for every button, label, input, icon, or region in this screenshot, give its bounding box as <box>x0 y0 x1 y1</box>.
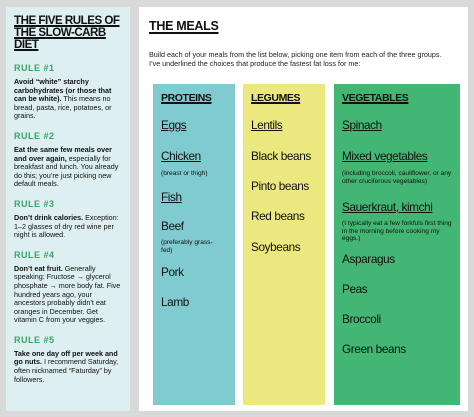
meals-title: THE MEALS <box>149 19 219 33</box>
vegetable-note: (including broccoli, cauliflower, or any other cruciferous vegetables) <box>342 170 452 185</box>
rule-body: I recommend Saturday, often nicknamed “Faturday” by followers. <box>14 357 119 384</box>
rule-text <box>14 78 122 121</box>
vegetable-item: Mixed vegetables <box>342 149 428 163</box>
rule-3 <box>14 199 122 240</box>
rule-heading: RULE #1 <box>14 63 55 73</box>
rule-body: especially for breakfast and lunch. You already do this; you’re just picking new default meals. <box>14 153 119 189</box>
protein-item: Chicken <box>161 149 201 163</box>
rule-5 <box>14 335 122 384</box>
meals-intro: Build each of your meals from the list below, picking one item from each of the three groups. I’ve underlined the choices that produce the fastest fat loss for me: <box>149 50 442 68</box>
legume-item: Red beans <box>251 209 305 223</box>
vegetable-item: Asparagus <box>342 252 395 266</box>
vegetable-item: Green beans <box>342 342 406 356</box>
rule-bold: Eat the same few meals over and over again, <box>14 144 112 163</box>
legume-item: Soybeans <box>251 240 301 254</box>
rule-body: Generally speaking: Fructose → glycerol phosphate → more body fat. Five hundred years ago, your ancestors probably didn’t eat oranges in December. Get vitamin C from your veggies. <box>14 263 121 325</box>
vegetables-heading: VEGETABLES <box>342 92 409 104</box>
rule-heading: RULE #4 <box>14 249 55 260</box>
rules-title-line2: THE SLOW-CARB DIET <box>14 26 106 51</box>
rule-1 <box>14 63 122 121</box>
rule-heading: RULE #3 <box>14 198 55 209</box>
vegetable-item: Spinach <box>342 118 382 132</box>
proteins-column <box>153 84 235 405</box>
vegetable-item: Peas <box>342 282 368 296</box>
rule-bold: Don’t eat fruit. <box>14 263 63 273</box>
protein-item: Fish <box>161 190 182 204</box>
vegetable-item: Sauerkraut, kimchi <box>342 200 433 214</box>
rule-text <box>14 214 122 240</box>
rules-panel <box>6 7 130 411</box>
vegetable-item: Broccoli <box>342 312 381 326</box>
rule-body: This means no bread, pasta, rice, potatoes, or grains. <box>14 94 112 121</box>
rule-bold: Don’t drink calories. <box>14 212 84 222</box>
protein-item: Beef <box>161 219 184 233</box>
protein-note: (breast or thigh) <box>161 170 208 177</box>
rule-text <box>14 265 122 325</box>
rule-text <box>14 350 122 384</box>
rule-heading: RULE #5 <box>14 334 55 345</box>
rule-bold: Avoid “white” starchy carbohydrates (or those that can be white). <box>14 77 112 104</box>
vegetable-note: (I typically eat a few forkfuls first thing in the morning before cooking my eggs.) <box>342 220 452 243</box>
rule-text <box>14 146 122 189</box>
legumes-heading: LEGUMES <box>251 92 301 104</box>
vegetables-column <box>334 84 460 405</box>
rules-title <box>14 15 122 51</box>
rules-title-line1: THE FIVE RULES OF <box>14 14 120 27</box>
protein-note: (preferably grass-fed) <box>161 239 213 254</box>
protein-item: Pork <box>161 265 184 279</box>
legume-item: Lentils <box>251 118 283 132</box>
proteins-heading: PROTEINS <box>161 92 212 104</box>
protein-item: Lamb <box>161 295 189 309</box>
legumes-column <box>243 84 325 405</box>
protein-item: Eggs <box>161 118 187 132</box>
rule-2 <box>14 131 122 189</box>
meals-panel <box>139 7 468 411</box>
rule-4 <box>14 250 122 325</box>
legume-item: Black beans <box>251 149 311 163</box>
rule-body: Exception: 1–2 glasses of dry red wine per night is allowed. <box>14 212 119 240</box>
legume-item: Pinto beans <box>251 179 309 193</box>
rule-bold: Take one day off per week and go nuts. <box>14 348 118 367</box>
rule-heading: RULE #2 <box>14 130 55 141</box>
